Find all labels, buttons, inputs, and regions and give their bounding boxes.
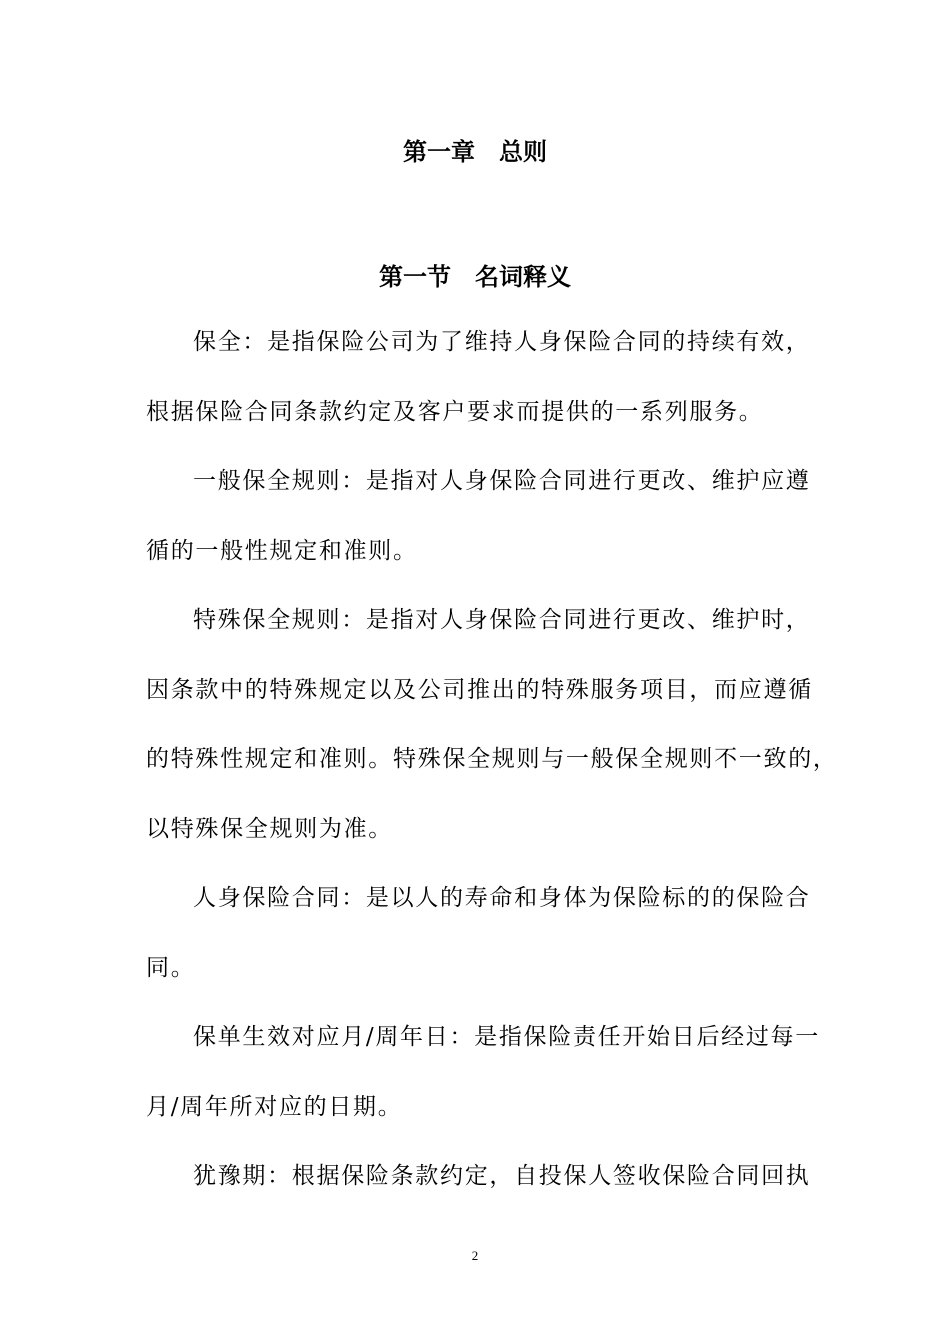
- page-number: 2: [471, 1248, 479, 1263]
- body-line: 人身保险合同：是以人的寿命和身体为保险标的的保险合: [193, 885, 811, 911]
- body-line: 以特殊保全规则为准。: [146, 815, 393, 842]
- body-line: 犹豫期：根据保险条款约定，自投保人签收保险合同回执: [193, 1163, 811, 1189]
- body-line: 保单生效对应月/周年日：是指保险责任开始日后经过每一: [193, 1024, 820, 1050]
- chapter-title: 第一章 总则: [403, 138, 547, 166]
- body-line: 月/周年所对应的日期。: [146, 1093, 403, 1120]
- body-line: 一般保全规则：是指对人身保险合同进行更改、维护应遵: [193, 468, 811, 494]
- body-line: 的特殊性规定和准则。特殊保全规则与一般保全规则不一致的，: [146, 746, 838, 772]
- section-title: 第一节 名词释义: [379, 263, 571, 291]
- body-line: 根据保险合同条款约定及客户要求而提供的一系列服务。: [146, 398, 764, 425]
- body-line: 保全：是指保险公司为了维持人身保险合同的持续有效，: [193, 329, 811, 355]
- body-line: 特殊保全规则：是指对人身保险合同进行更改、维护时，: [193, 607, 811, 633]
- body-line: 同。: [146, 954, 196, 981]
- body-line: 循的一般性规定和准则。: [146, 537, 418, 564]
- body-text: [146, 323, 838, 1227]
- body-line: 因条款中的特殊规定以及公司推出的特殊服务项目，而应遵循: [146, 676, 813, 703]
